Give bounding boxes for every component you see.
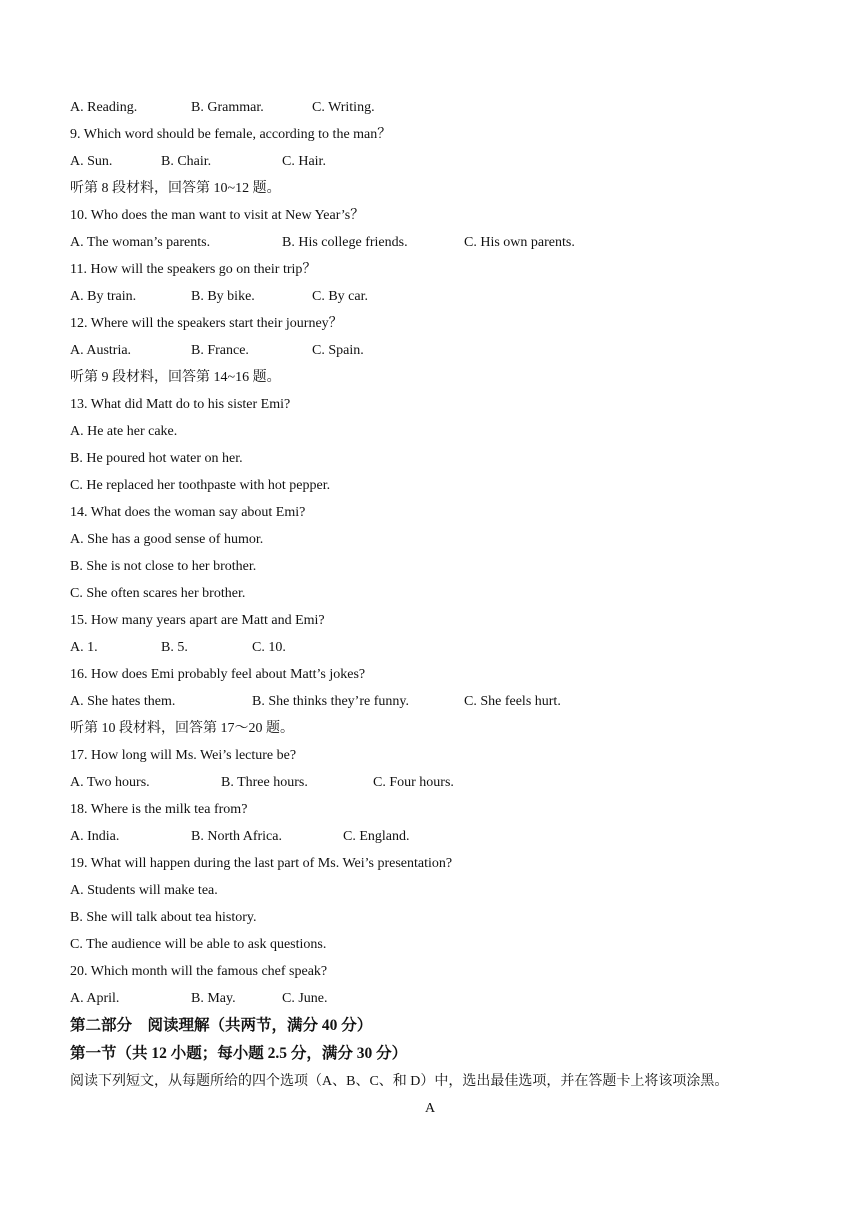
- option-c: C. June.: [282, 991, 328, 1006]
- option-c: C. England.: [343, 829, 410, 844]
- question-10: 10. Who does the man want to visit at New Year’s？: [70, 208, 365, 223]
- option-c: C. She feels hurt.: [464, 694, 561, 709]
- option-c: C. Spain.: [312, 343, 364, 358]
- option-a: A. She hates them.: [70, 694, 176, 709]
- option-c: C. He replaced her toothpaste with hot pepper.: [70, 478, 331, 493]
- option-c: C. By car.: [312, 289, 368, 304]
- question-15: 15. How many years apart are Matt and Emi?: [70, 613, 325, 628]
- question-16: 16. How does Emi probably feel about Matt’s jokes?: [70, 667, 366, 682]
- option-a: A. Austria.: [70, 343, 132, 358]
- option-a: A. April.: [70, 991, 120, 1006]
- option-c: C. Writing.: [312, 100, 375, 115]
- section-instruction: 听第 9 段材料，回答第 14~16 题。: [70, 370, 281, 385]
- question-14: 14. What does the woman say about Emi?: [70, 505, 306, 520]
- option-a: A. Students will make tea.: [70, 883, 218, 898]
- option-b: B. Grammar.: [191, 100, 264, 115]
- option-a: A. He ate her cake.: [70, 424, 178, 439]
- option-c: C. She often scares her brother.: [70, 586, 246, 601]
- option-b: B. By bike.: [191, 289, 255, 304]
- question-9: 9. Which word should be female, according to the man？: [70, 127, 392, 142]
- option-b: B. She is not close to her brother.: [70, 559, 257, 574]
- question-19: 19. What will happen during the last part of Ms. Wei’s presentation?: [70, 856, 453, 871]
- option-a: A. Reading.: [70, 100, 138, 115]
- option-a: A. India.: [70, 829, 120, 844]
- option-a: A. Sun.: [70, 154, 113, 169]
- option-b: B. 5.: [161, 640, 188, 655]
- option-c: C. Four hours.: [373, 775, 454, 790]
- option-a: A. By train.: [70, 289, 137, 304]
- option-b: B. Three hours.: [221, 775, 308, 790]
- question-20: 20. Which month will the famous chef speak?: [70, 964, 328, 979]
- option-b: B. May.: [191, 991, 236, 1006]
- part-heading: 第二部分 阅读理解（共两节，满分 40 分）: [70, 1017, 373, 1034]
- question-12: 12. Where will the speakers start their journey？: [70, 316, 343, 331]
- section-instruction: 听第 10 段材料，回答第 17～20 题。: [70, 721, 294, 736]
- option-b: B. She thinks they’re funny.: [252, 694, 409, 709]
- section-heading: 第一节（共 12 小题；每小题 2.5 分，满分 30 分）: [70, 1045, 408, 1062]
- option-b: B. France.: [191, 343, 249, 358]
- question-18: 18. Where is the milk tea from?: [70, 802, 248, 817]
- option-a: A. She has a good sense of humor.: [70, 532, 264, 547]
- option-a: A. 1.: [70, 640, 98, 655]
- option-c: C. 10.: [252, 640, 286, 655]
- option-b: B. Chair.: [161, 154, 212, 169]
- option-c: C. The audience will be able to ask questions.: [70, 937, 327, 952]
- option-c: C. Hair.: [282, 154, 326, 169]
- option-c: C. His own parents.: [464, 235, 575, 250]
- passage-label: A: [424, 1101, 436, 1116]
- option-a: A. The woman’s parents.: [70, 235, 211, 250]
- question-13: 13. What did Matt do to his sister Emi?: [70, 397, 291, 412]
- option-b: B. North Africa.: [191, 829, 282, 844]
- option-a: A. Two hours.: [70, 775, 150, 790]
- question-11: 11. How will the speakers go on their trip？: [70, 262, 317, 277]
- option-b: B. His college friends.: [282, 235, 408, 250]
- section-instruction: 听第 8 段材料，回答第 10~12 题。: [70, 181, 281, 196]
- reading-instruction: 阅读下列短文，从每题所给的四个选项（A、B、C、和 D）中，选出最佳选项，并在答题卡上将该项涂黑。: [70, 1074, 729, 1089]
- option-b: B. She will talk about tea history.: [70, 910, 257, 925]
- question-17: 17. How long will Ms. Wei’s lecture be?: [70, 748, 297, 763]
- option-b: B. He poured hot water on her.: [70, 451, 243, 466]
